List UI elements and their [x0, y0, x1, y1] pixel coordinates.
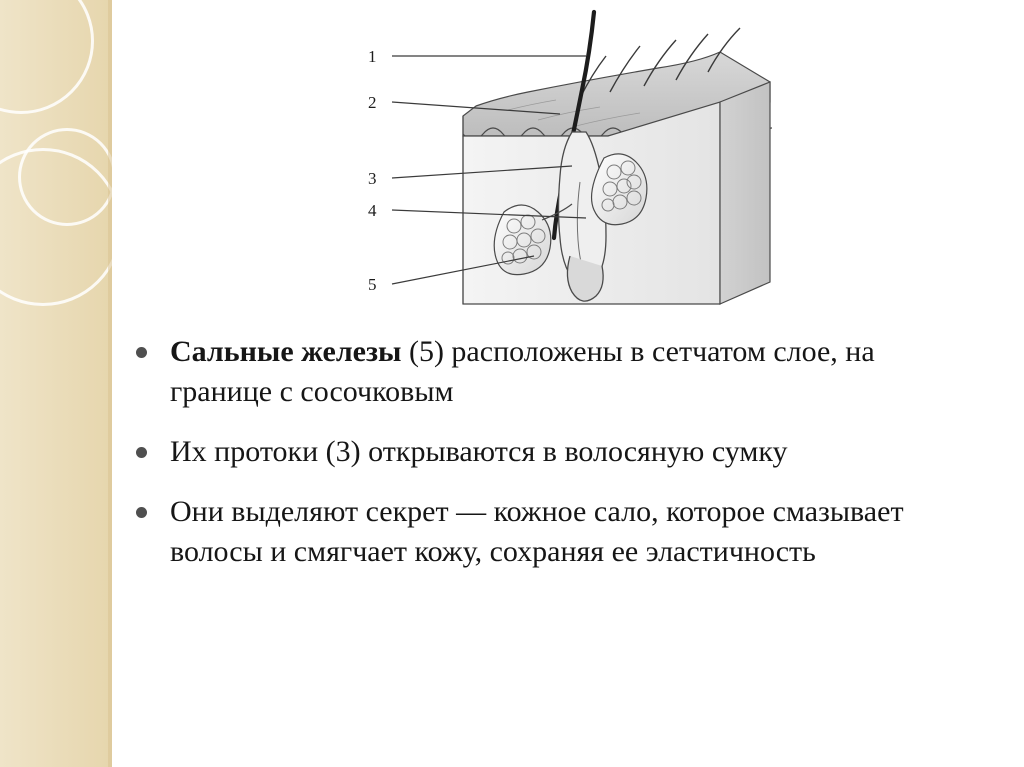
bullet-list [128, 332, 984, 571]
band-gradient [0, 0, 112, 767]
callout-4: 4 [368, 201, 377, 220]
bullet-rest-text: (5) расположены в сетчатом слое, на границе с сосочковым [170, 335, 875, 408]
list-item [128, 432, 984, 472]
band-edge-line [108, 0, 112, 767]
callout-5: 5 [368, 275, 377, 294]
callout-1: 1 [368, 47, 377, 66]
callout-numbers [368, 47, 377, 294]
bullet-dot-icon [136, 507, 147, 518]
slide-body [128, 332, 984, 591]
decorative-ring-small [18, 128, 116, 226]
bullet-dot-icon [136, 347, 147, 358]
bullet-dot-icon [136, 447, 147, 458]
bullet-rest-text: Они выделяют секрет — кожное сало, которое смазывает волосы и смягчает кожу, сохраняя ее эластичность [170, 494, 904, 568]
bullet-lead-text: Сальные железы [170, 335, 402, 368]
list-item [128, 492, 984, 572]
decorative-side-band [0, 0, 112, 767]
skin-cross-section-figure [358, 6, 772, 312]
bullet-rest-text: Их протоки (3) открываются в волосяную сумку [170, 434, 788, 468]
callout-3: 3 [368, 169, 377, 188]
callout-2: 2 [368, 93, 377, 112]
list-item [128, 332, 984, 412]
